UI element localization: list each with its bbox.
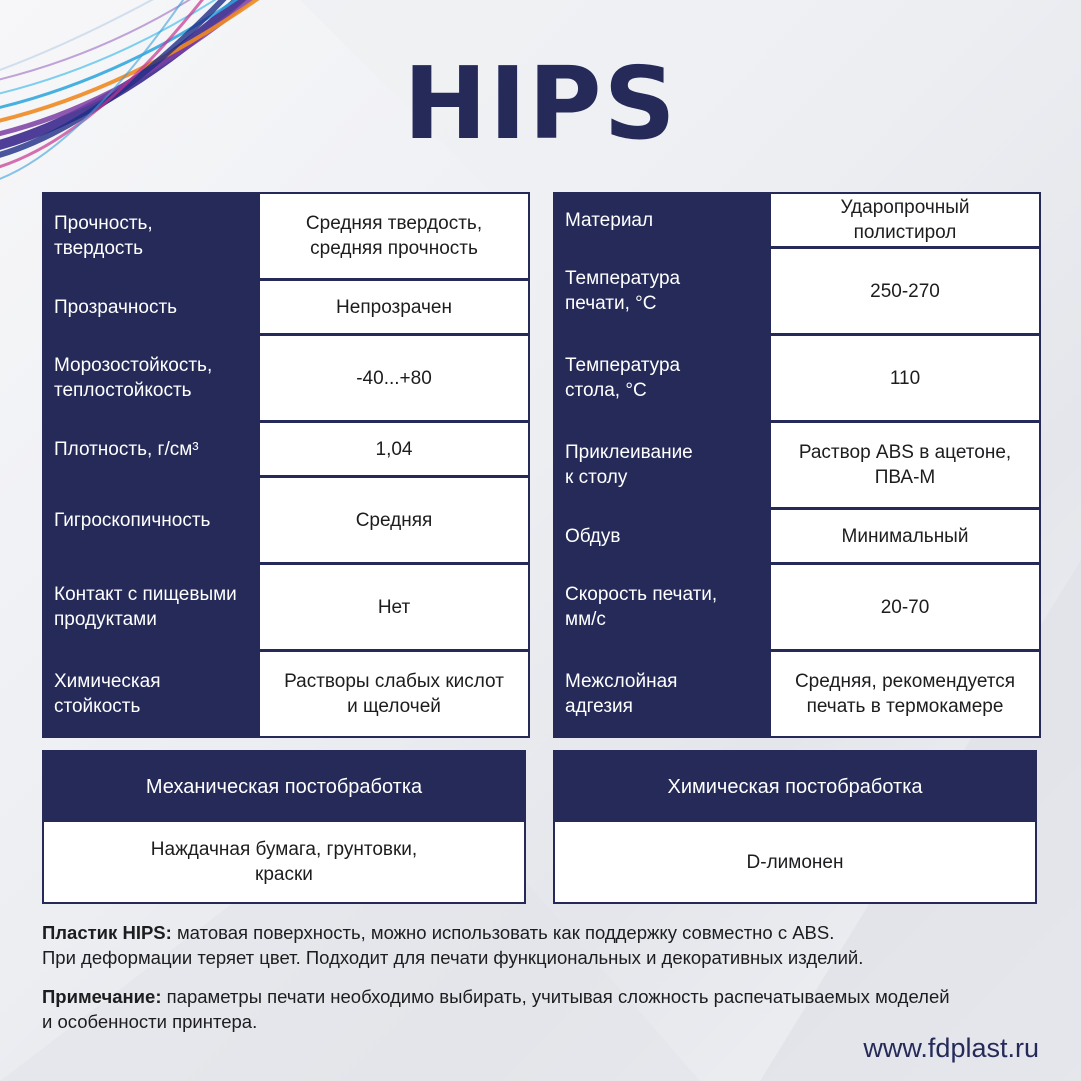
row-label: Обдув <box>555 510 768 562</box>
table-row <box>44 281 528 333</box>
row-label: Температура печати, °С <box>555 249 768 333</box>
row-value: 110 <box>771 336 1039 420</box>
table-row <box>555 194 1039 246</box>
table-row <box>44 565 528 649</box>
row-value: Раствор ABS в ацетоне, ПВА-М <box>771 423 1039 507</box>
row-value: Непрозрачен <box>260 281 528 333</box>
row-label: Плотность, г/см³ <box>44 423 257 475</box>
row-value: Растворы слабых кислот и щелочей <box>260 652 528 736</box>
row-value: Минимальный <box>771 510 1039 562</box>
row-label: Материал <box>555 194 768 246</box>
row-value: 1,04 <box>260 423 528 475</box>
row-value: Средняя твердость, средняя прочность <box>260 194 528 278</box>
table-row <box>555 510 1039 562</box>
row-label: Скорость печати, мм/с <box>555 565 768 649</box>
printing-note-text: параметры печати необходимо выбирать, учитывая сложность распечатываемых моделей и особенности принтера. <box>42 986 950 1032</box>
chemical-postprocessing-value: D-лимонен <box>746 851 844 873</box>
page-title: HIPS <box>403 45 678 162</box>
row-value: 20-70 <box>771 565 1039 649</box>
mechanical-postprocessing-box <box>42 750 526 904</box>
plastic-description-text: матовая поверхность, можно использовать как поддержку совместно с ABS. При деформации теряет цвет. Подходит для печати функциональных и декоративных изделий. <box>42 922 864 968</box>
row-label: Гигроскопичность <box>44 478 257 562</box>
row-label: Прозрачность <box>44 281 257 333</box>
row-value: Средняя <box>260 478 528 562</box>
table-row <box>44 478 528 562</box>
chemical-postprocessing-title: Химическая постобработка <box>555 752 1035 822</box>
row-value: Средняя, рекомендуется печать в термокамере <box>771 652 1039 736</box>
mechanical-postprocessing-title: Механическая постобработка <box>44 752 524 822</box>
printing-note-label: Примечание: <box>42 986 162 1007</box>
row-label: Морозостойкость, теплостойкость <box>44 336 257 420</box>
row-label: Химическая стойкость <box>44 652 257 736</box>
table-row <box>555 565 1039 649</box>
table-row <box>555 249 1039 333</box>
row-label: Приклеивание к столу <box>555 423 768 507</box>
table-row <box>44 423 528 475</box>
mechanical-postprocessing-value: Наждачная бумага, грунтовки, краски <box>150 839 418 885</box>
properties-table-left <box>42 192 530 738</box>
row-value: -40...+80 <box>260 336 528 420</box>
table-row <box>555 336 1039 420</box>
notes-section <box>42 920 1042 1048</box>
row-value: 250-270 <box>771 249 1039 333</box>
row-label: Температура стола, °С <box>555 336 768 420</box>
plastic-description <box>42 920 1042 970</box>
table-row <box>44 194 528 278</box>
table-row <box>555 652 1039 736</box>
website-link[interactable]: www.fdplast.ru <box>863 1033 1039 1063</box>
plastic-description-label: Пластик HIPS: <box>42 922 172 943</box>
row-label: Контакт с пищевыми продуктами <box>44 565 257 649</box>
row-label: Прочность, твердость <box>44 194 257 278</box>
printing-note <box>42 984 1042 1034</box>
row-value: Ударопрочный полистирол <box>771 194 1039 246</box>
table-row <box>44 336 528 420</box>
chemical-postprocessing-box <box>553 750 1037 904</box>
row-value: Нет <box>260 565 528 649</box>
table-row <box>555 423 1039 507</box>
properties-table-right <box>553 192 1041 738</box>
row-label: Межслойная адгезия <box>555 652 768 736</box>
table-row <box>44 652 528 736</box>
